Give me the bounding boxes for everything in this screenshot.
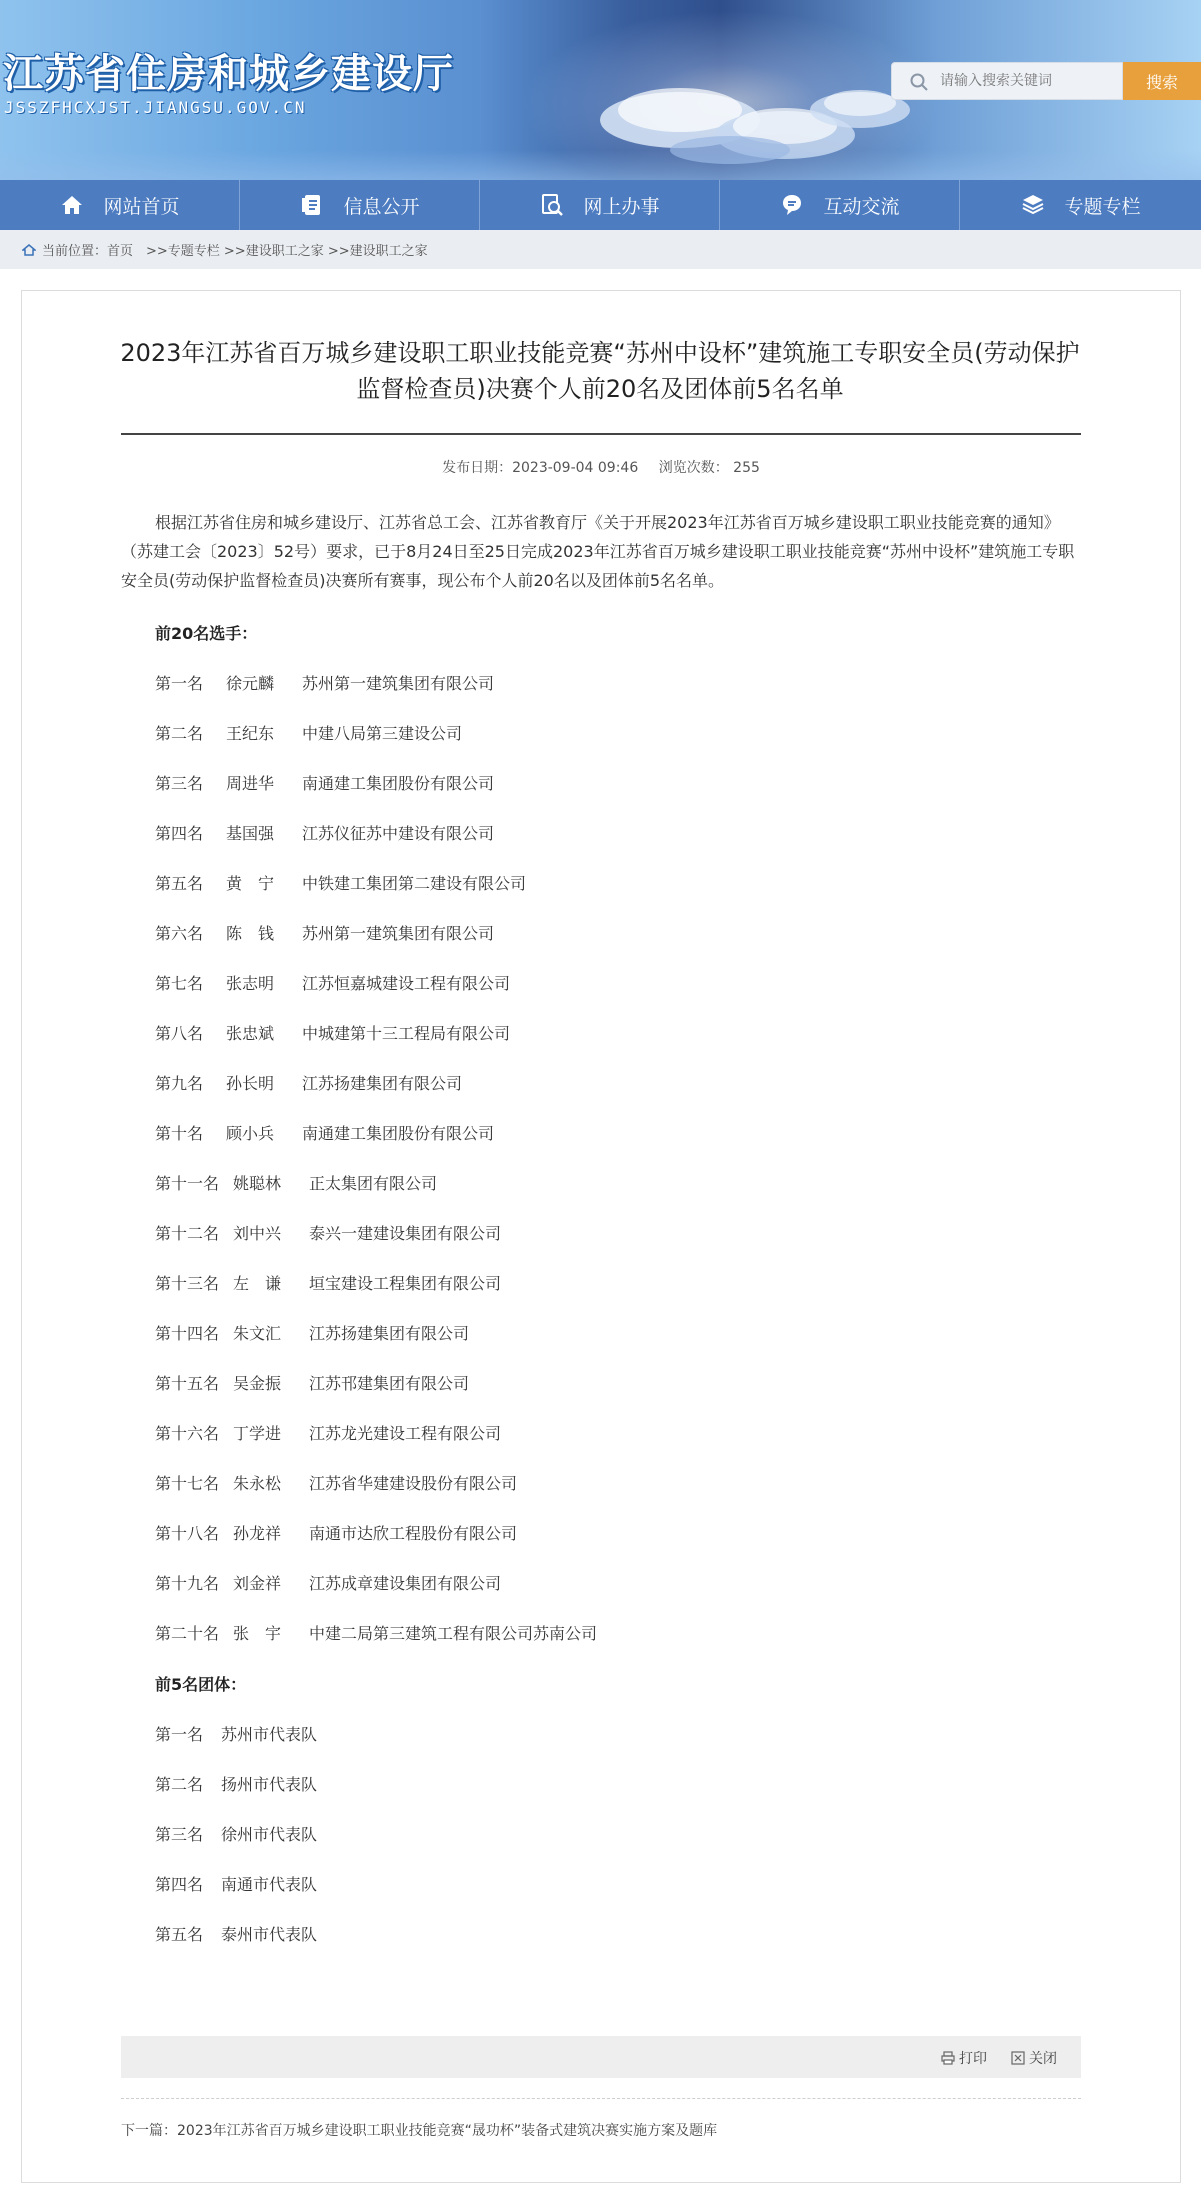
team-row: [155, 1872, 317, 1895]
home-icon: [22, 243, 36, 257]
rank-label: 第十八名: [155, 1524, 220, 1543]
rank-label: 第一名: [155, 1725, 204, 1744]
individual-row: [155, 871, 526, 894]
competitor-name: 黄 宁: [226, 874, 275, 893]
home-icon: [59, 192, 85, 218]
individual-row: [155, 1121, 494, 1144]
competitor-organization: 江苏仪征苏中建设有限公司: [302, 824, 495, 843]
layers-icon: [1020, 192, 1046, 218]
competitor-organization: 正太集团有限公司: [309, 1174, 438, 1193]
nav-label: 网上办事: [583, 195, 660, 218]
individual-row: [155, 671, 494, 694]
individual-row: [155, 1371, 469, 1394]
individual-row: [155, 1621, 597, 1644]
competitor-organization: 江苏扬建集团有限公司: [309, 1324, 470, 1343]
competitor-name: 刘金祥: [233, 1574, 282, 1593]
rank-label: 第十三名: [155, 1274, 220, 1293]
individual-heading: 前20名选手：: [155, 624, 258, 643]
rank-label: 第十二名: [155, 1224, 220, 1243]
individual-row: [155, 771, 494, 794]
nav-label: 网站首页: [103, 195, 180, 218]
individual-row: [155, 921, 494, 944]
competitor-organization: 泰兴一建建设集团有限公司: [309, 1224, 502, 1243]
chat-icon: [779, 192, 805, 218]
rank-label: 第三名: [155, 774, 204, 793]
competitor-name: 朱永松: [233, 1474, 282, 1493]
rank-label: 第十六名: [155, 1424, 220, 1443]
rank-label: 第十五名: [155, 1374, 220, 1393]
individual-row: [155, 1021, 510, 1044]
individual-row: [155, 1321, 469, 1344]
print-button[interactable]: [941, 2048, 987, 2068]
team-name: 扬州市代表队: [221, 1775, 318, 1794]
rank-label: 第二十名: [155, 1624, 220, 1643]
article-toolbar: [121, 2036, 1081, 2078]
competitor-name: 王纪东: [226, 724, 275, 743]
individual-row: [155, 1171, 437, 1194]
next-article-link[interactable]: 下一篇：2023年江苏省百万城乡建设职工职业技能竞赛“晟功杯”装备式建筑决赛实施方案及题库: [121, 2123, 718, 2139]
competitor-organization: 南通建工集团股份有限公司: [302, 774, 495, 793]
search-button[interactable]: 搜索: [1123, 62, 1201, 100]
competitor-organization: 南通建工集团股份有限公司: [302, 1124, 495, 1143]
search-icon: [910, 73, 928, 91]
competitor-organization: 苏州第一建筑集团有限公司: [302, 924, 495, 943]
rank-label: 第九名: [155, 1074, 204, 1093]
competitor-organization: 中城建第十三工程局有限公司: [302, 1024, 511, 1043]
article-title: 2023年江苏省百万城乡建设职工职业技能竞赛“苏州中设杯”建筑施工专职安全员(劳动保护监督检查员)决赛个人前20名及团体前5名名单: [120, 339, 1080, 403]
rank-label: 第一名: [155, 674, 204, 693]
title-divider: [121, 433, 1081, 435]
individual-row: [155, 1471, 517, 1494]
competitor-name: 周进华: [226, 774, 275, 793]
rank-label: 第十九名: [155, 1574, 220, 1593]
view-count: 浏览次数： 255: [658, 460, 760, 476]
competitor-organization: 江苏省华建建设股份有限公司: [309, 1474, 518, 1493]
nav-label: 专题专栏: [1064, 195, 1141, 218]
rank-label: 第八名: [155, 1024, 204, 1043]
team-row: [155, 1822, 317, 1845]
individual-row: [155, 1571, 501, 1594]
competitor-organization: 苏州第一建筑集团有限公司: [302, 674, 495, 693]
print-label: 打印: [959, 2051, 987, 2067]
competitor-organization: 中铁建工集团第二建设有限公司: [302, 874, 527, 893]
rank-label: 第五名: [155, 874, 204, 893]
competitor-name: 孙龙祥: [233, 1524, 282, 1543]
article-intro: 根据江苏省住房和城乡建设厅、江苏省总工会、江苏省教育厅《关于开展2023年江苏省百万城乡建设职工职业技能竞赛的通知》（苏建工会〔2023〕52号）要求，已于8月24日至25日完成2023年江苏省百万城乡建设职工职业技能竞赛“苏州中设杯”建筑施工专职安全员(劳动保护监督检查员)决赛所有赛事，现公布个人前20名以及团体前5名名单。: [121, 513, 1075, 590]
site-header: [0, 0, 1201, 180]
individual-row: [155, 1071, 462, 1094]
competitor-organization: 垣宝建设工程集团有限公司: [309, 1274, 502, 1293]
site-domain: JSSZFHCXJST.JIANGSU.GOV.CN: [4, 98, 307, 117]
team-row: [155, 1922, 317, 1945]
competitor-name: 朱文汇: [233, 1324, 282, 1343]
team-row: [155, 1722, 317, 1745]
competitor-name: 刘中兴: [233, 1224, 282, 1243]
competitor-organization: 江苏成章建设集团有限公司: [309, 1574, 502, 1593]
competitor-organization: 江苏龙光建设工程有限公司: [309, 1424, 502, 1443]
nav-item-online-services[interactable]: [480, 180, 720, 230]
rank-label: 第七名: [155, 974, 204, 993]
footer-divider: [121, 2098, 1081, 2099]
individual-row: [155, 1521, 517, 1544]
rank-label: 第十四名: [155, 1324, 220, 1343]
rank-label: 第五名: [155, 1925, 204, 1944]
rank-label: 第四名: [155, 1875, 204, 1894]
publish-date: 发布日期：2023-09-04 09:46: [442, 460, 639, 476]
competitor-organization: 中建二局第三建筑工程有限公司苏南公司: [309, 1624, 598, 1643]
nav-item-interaction[interactable]: [720, 180, 960, 230]
competitor-organization: 江苏邗建集团有限公司: [309, 1374, 470, 1393]
competitor-name: 陈 钱: [226, 924, 275, 943]
search-input[interactable]: [940, 63, 1115, 99]
team-name: 南通市代表队: [221, 1875, 318, 1894]
article-meta: [121, 457, 1081, 477]
individual-row: [155, 821, 494, 844]
competitor-name: 顾小兵: [226, 1124, 275, 1143]
team-name: 泰州市代表队: [221, 1925, 318, 1944]
competitor-name: 基国强: [226, 824, 275, 843]
individual-row: [155, 1271, 501, 1294]
close-button[interactable]: [1011, 2048, 1057, 2068]
rank-label: 第十一名: [155, 1174, 220, 1193]
rank-label: 第十七名: [155, 1474, 220, 1493]
search-box: [891, 62, 1123, 100]
competitor-organization: 南通市达欣工程股份有限公司: [309, 1524, 518, 1543]
rank-label: 第二名: [155, 1775, 204, 1794]
nav-item-info[interactable]: [240, 180, 480, 230]
competitor-name: 张忠斌: [226, 1024, 275, 1043]
competitor-name: 丁学进: [233, 1424, 282, 1443]
close-label: 关闭: [1029, 2051, 1057, 2067]
breadcrumb-text[interactable]: 当前位置：首页 >>专题专栏 >>建设职工之家 >>建设职工之家: [42, 244, 428, 259]
search-document-icon: [539, 192, 565, 218]
rank-label: 第二名: [155, 724, 204, 743]
breadcrumb-bar: [0, 230, 1201, 269]
rank-label: 第十名: [155, 1124, 204, 1143]
site-title[interactable]: 江苏省住房和城乡建设厅: [3, 51, 454, 97]
breadcrumb: [22, 240, 428, 259]
rank-label: 第四名: [155, 824, 204, 843]
competitor-name: 左 谦: [233, 1274, 282, 1293]
nav-item-home[interactable]: [0, 180, 240, 230]
header-water-band: [0, 150, 1201, 180]
competitor-name: 吴金振: [233, 1374, 282, 1393]
competitor-name: 张志明: [226, 974, 275, 993]
individual-row: [155, 721, 462, 744]
main-nav: [0, 180, 1201, 230]
close-icon: [1011, 2051, 1025, 2065]
team-name: 苏州市代表队: [221, 1725, 318, 1744]
competitor-name: 姚聪林: [233, 1174, 282, 1193]
team-name: 徐州市代表队: [221, 1825, 318, 1844]
competitor-organization: 江苏恒嘉城建设工程有限公司: [302, 974, 511, 993]
rank-label: 第六名: [155, 924, 204, 943]
team-heading: 前5名团体：: [155, 1675, 247, 1694]
individual-row: [155, 1221, 501, 1244]
rank-label: 第三名: [155, 1825, 204, 1844]
nav-label: 信息公开: [343, 195, 420, 218]
individual-row: [155, 971, 510, 994]
printer-icon: [941, 2051, 955, 2065]
competitor-name: 孙长明: [226, 1074, 275, 1093]
competitor-organization: 江苏扬建集团有限公司: [302, 1074, 463, 1093]
nav-item-special-topics[interactable]: [960, 180, 1201, 230]
team-row: [155, 1772, 317, 1795]
competitor-organization: 中建八局第三建设公司: [302, 724, 463, 743]
competitor-name: 张 宇: [233, 1624, 282, 1643]
competitor-name: 徐元麟: [226, 674, 275, 693]
document-icon: [299, 192, 325, 218]
nav-label: 互动交流: [823, 195, 900, 218]
individual-row: [155, 1421, 501, 1444]
